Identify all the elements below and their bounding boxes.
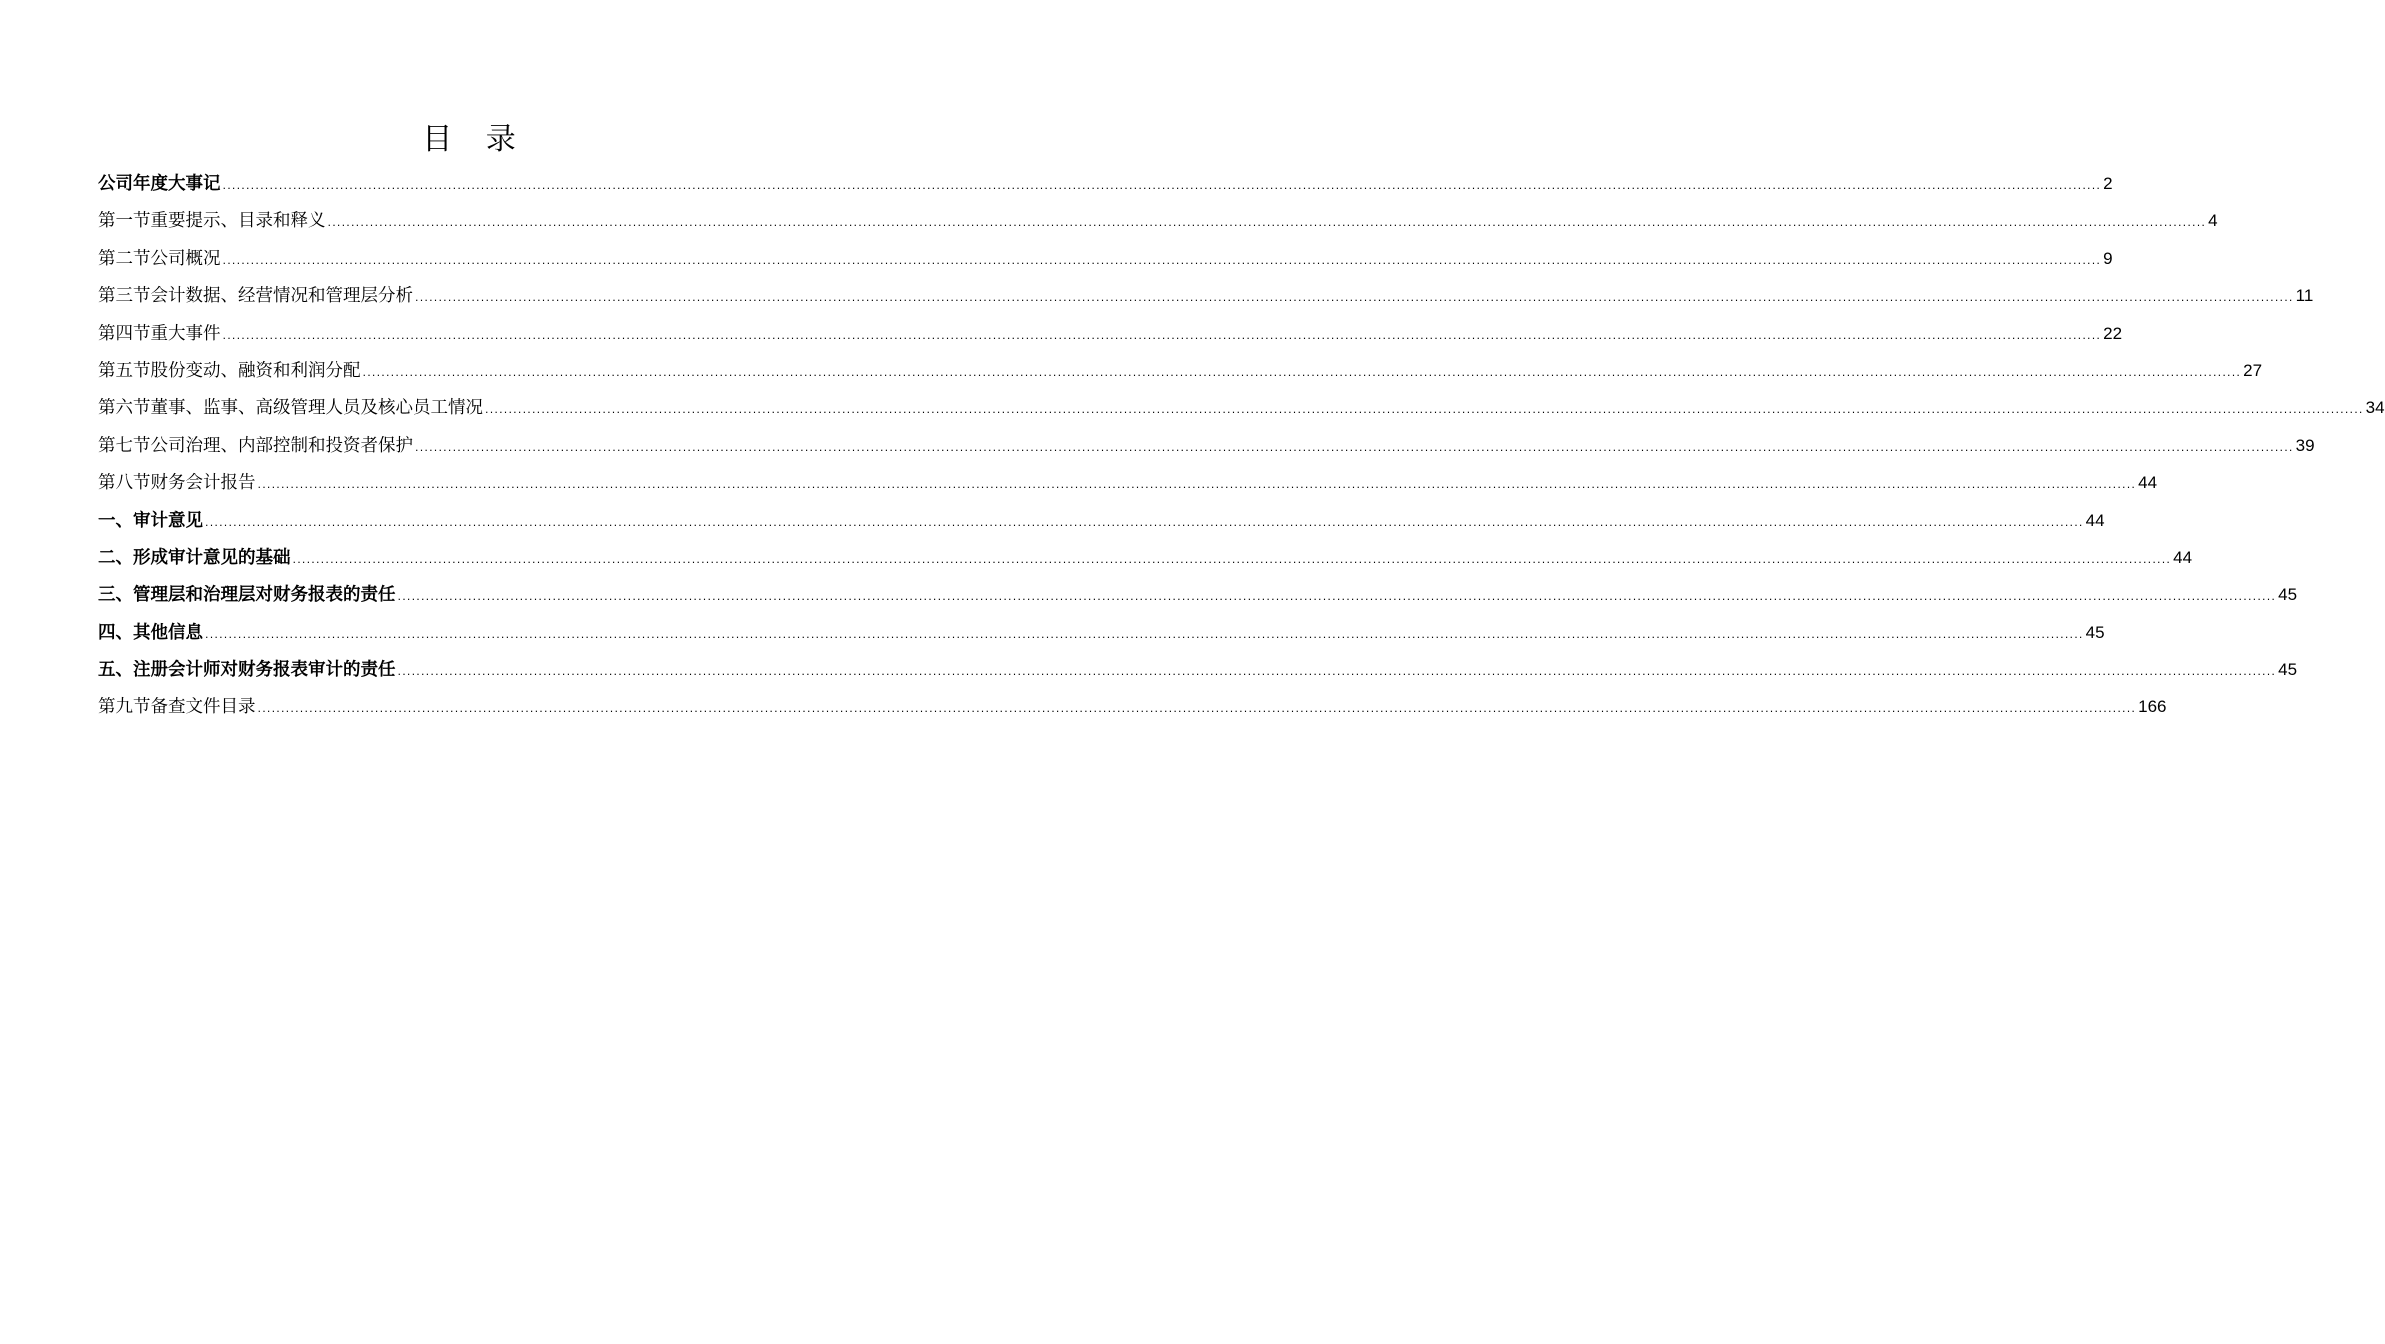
dot-leader: ................................................................................................................................................................................................................................................................................................................................................................................................................	[222, 328, 2102, 342]
entry-label: 董事、监事、高级管理人员及核心员工情况	[150, 398, 483, 419]
page-number: 44	[2173, 547, 2193, 567]
entry-label: 公司概况	[150, 248, 221, 269]
dot-leader: ................................................................................................................................................................................................................................................................................................................................................................................................................	[397, 665, 2277, 679]
page-number: 11	[2295, 286, 2314, 306]
dot-leader: ................................................................................................................................................................................................................................................................................................................................................................................................................	[205, 627, 2084, 641]
toc-entry[interactable]	[98, 165, 2113, 202]
entry-label: 重要提示、目录和释义	[150, 211, 326, 232]
toc-entry[interactable]	[98, 539, 2193, 576]
dot-leader: ................................................................................................................................................................................................................................................................................................................................................................................................................	[362, 365, 2242, 379]
page-number: 44	[2085, 510, 2105, 530]
dot-leader: ................................................................................................................................................................................................................................................................................................................................................................................................................	[415, 440, 2294, 454]
entry-label: 会计数据、经营情况和管理层分析	[150, 286, 413, 307]
section-number: 第八节	[98, 473, 151, 494]
dot-leader: ................................................................................................................................................................................................................................................................................................................................................................................................................	[327, 216, 2207, 230]
toc-entry[interactable]	[98, 427, 2315, 464]
page-number: 45	[2278, 660, 2298, 680]
page-number: 44	[2138, 473, 2158, 493]
page-title: 目 录	[422, 122, 528, 157]
toc-entry[interactable]	[98, 389, 2385, 426]
page-number: 34	[2365, 398, 2385, 418]
toc-entry[interactable]	[98, 688, 2167, 725]
page-number: 27	[2243, 360, 2263, 380]
toc-entry[interactable]	[98, 240, 2113, 277]
page-number: 22	[2103, 323, 2123, 343]
page-number: 45	[2085, 622, 2105, 642]
toc-entry[interactable]	[98, 576, 2298, 613]
dot-leader: ................................................................................................................................................................................................................................................................................................................................................................................................................	[222, 253, 2102, 267]
toc-entry[interactable]	[98, 614, 2105, 651]
section-number: 第二节	[98, 248, 151, 269]
toc-entry[interactable]	[98, 352, 2263, 389]
toc-entry[interactable]	[98, 277, 2314, 314]
page-number: 2	[2103, 174, 2113, 193]
toc-entry[interactable]	[98, 502, 2105, 539]
section-number: 第四节	[98, 323, 151, 344]
entry-label: 股份变动、融资和利润分配	[150, 360, 361, 381]
dot-leader: ................................................................................................................................................................................................................................................................................................................................................................................................................	[257, 478, 2137, 492]
entry-label: 财务会计报告	[150, 473, 256, 494]
entry-label: 公司年度大事记	[98, 174, 221, 194]
page-number: 39	[2295, 435, 2315, 455]
toc-entry[interactable]	[98, 315, 2123, 352]
entry-label: 一、审计意见	[98, 510, 203, 531]
toc-entry[interactable]	[98, 202, 2218, 239]
entry-label: 重大事件	[150, 323, 221, 344]
entry-label: 公司治理、内部控制和投资者保护	[150, 435, 413, 456]
section-number: 第五节	[98, 360, 151, 381]
section-number: 第九节	[98, 697, 151, 718]
toc-entry[interactable]	[98, 651, 2298, 688]
entry-label: 五、注册会计师对财务报表审计的责任	[98, 660, 396, 681]
toc-entry[interactable]	[98, 464, 2158, 501]
section-number: 第六节	[98, 398, 151, 419]
page-number: 4	[2208, 211, 2218, 231]
dot-leader: ................................................................................................................................................................................................................................................................................................................................................................................................................	[415, 291, 2294, 305]
table-of-contents	[98, 165, 2385, 726]
entry-label: 三、管理层和治理层对财务报表的责任	[98, 585, 396, 606]
section-number: 第一节	[98, 211, 151, 232]
entry-label: 二、形成审计意见的基础	[98, 547, 291, 568]
section-number: 第三节	[98, 286, 151, 307]
entry-label: 备查文件目录	[150, 697, 256, 718]
dot-leader: ................................................................................................................................................................................................................................................................................................................................................................................................................	[257, 702, 2137, 716]
page-number: 9	[2103, 248, 2113, 268]
page-number: 166	[2138, 697, 2167, 717]
dot-leader: ................................................................................................................................................................................................................................................................................................................................................................................................................	[205, 515, 2084, 529]
dot-leader: ................................................................................................................................................................................................................................................................................................................................................................................................................	[292, 552, 2172, 566]
dot-leader: ................................................................................................................................................................................................................................................................................................................................................................................................................	[397, 590, 2277, 604]
dot-leader: ................................................................................................................................................................................................................................................................................................................................................................................................................	[222, 179, 2102, 192]
page-number: 45	[2278, 585, 2298, 605]
dot-leader: ................................................................................................................................................................................................................................................................................................................................................................................................................	[485, 403, 2364, 417]
entry-label: 四、其他信息	[98, 622, 203, 643]
section-number: 第七节	[98, 435, 151, 456]
